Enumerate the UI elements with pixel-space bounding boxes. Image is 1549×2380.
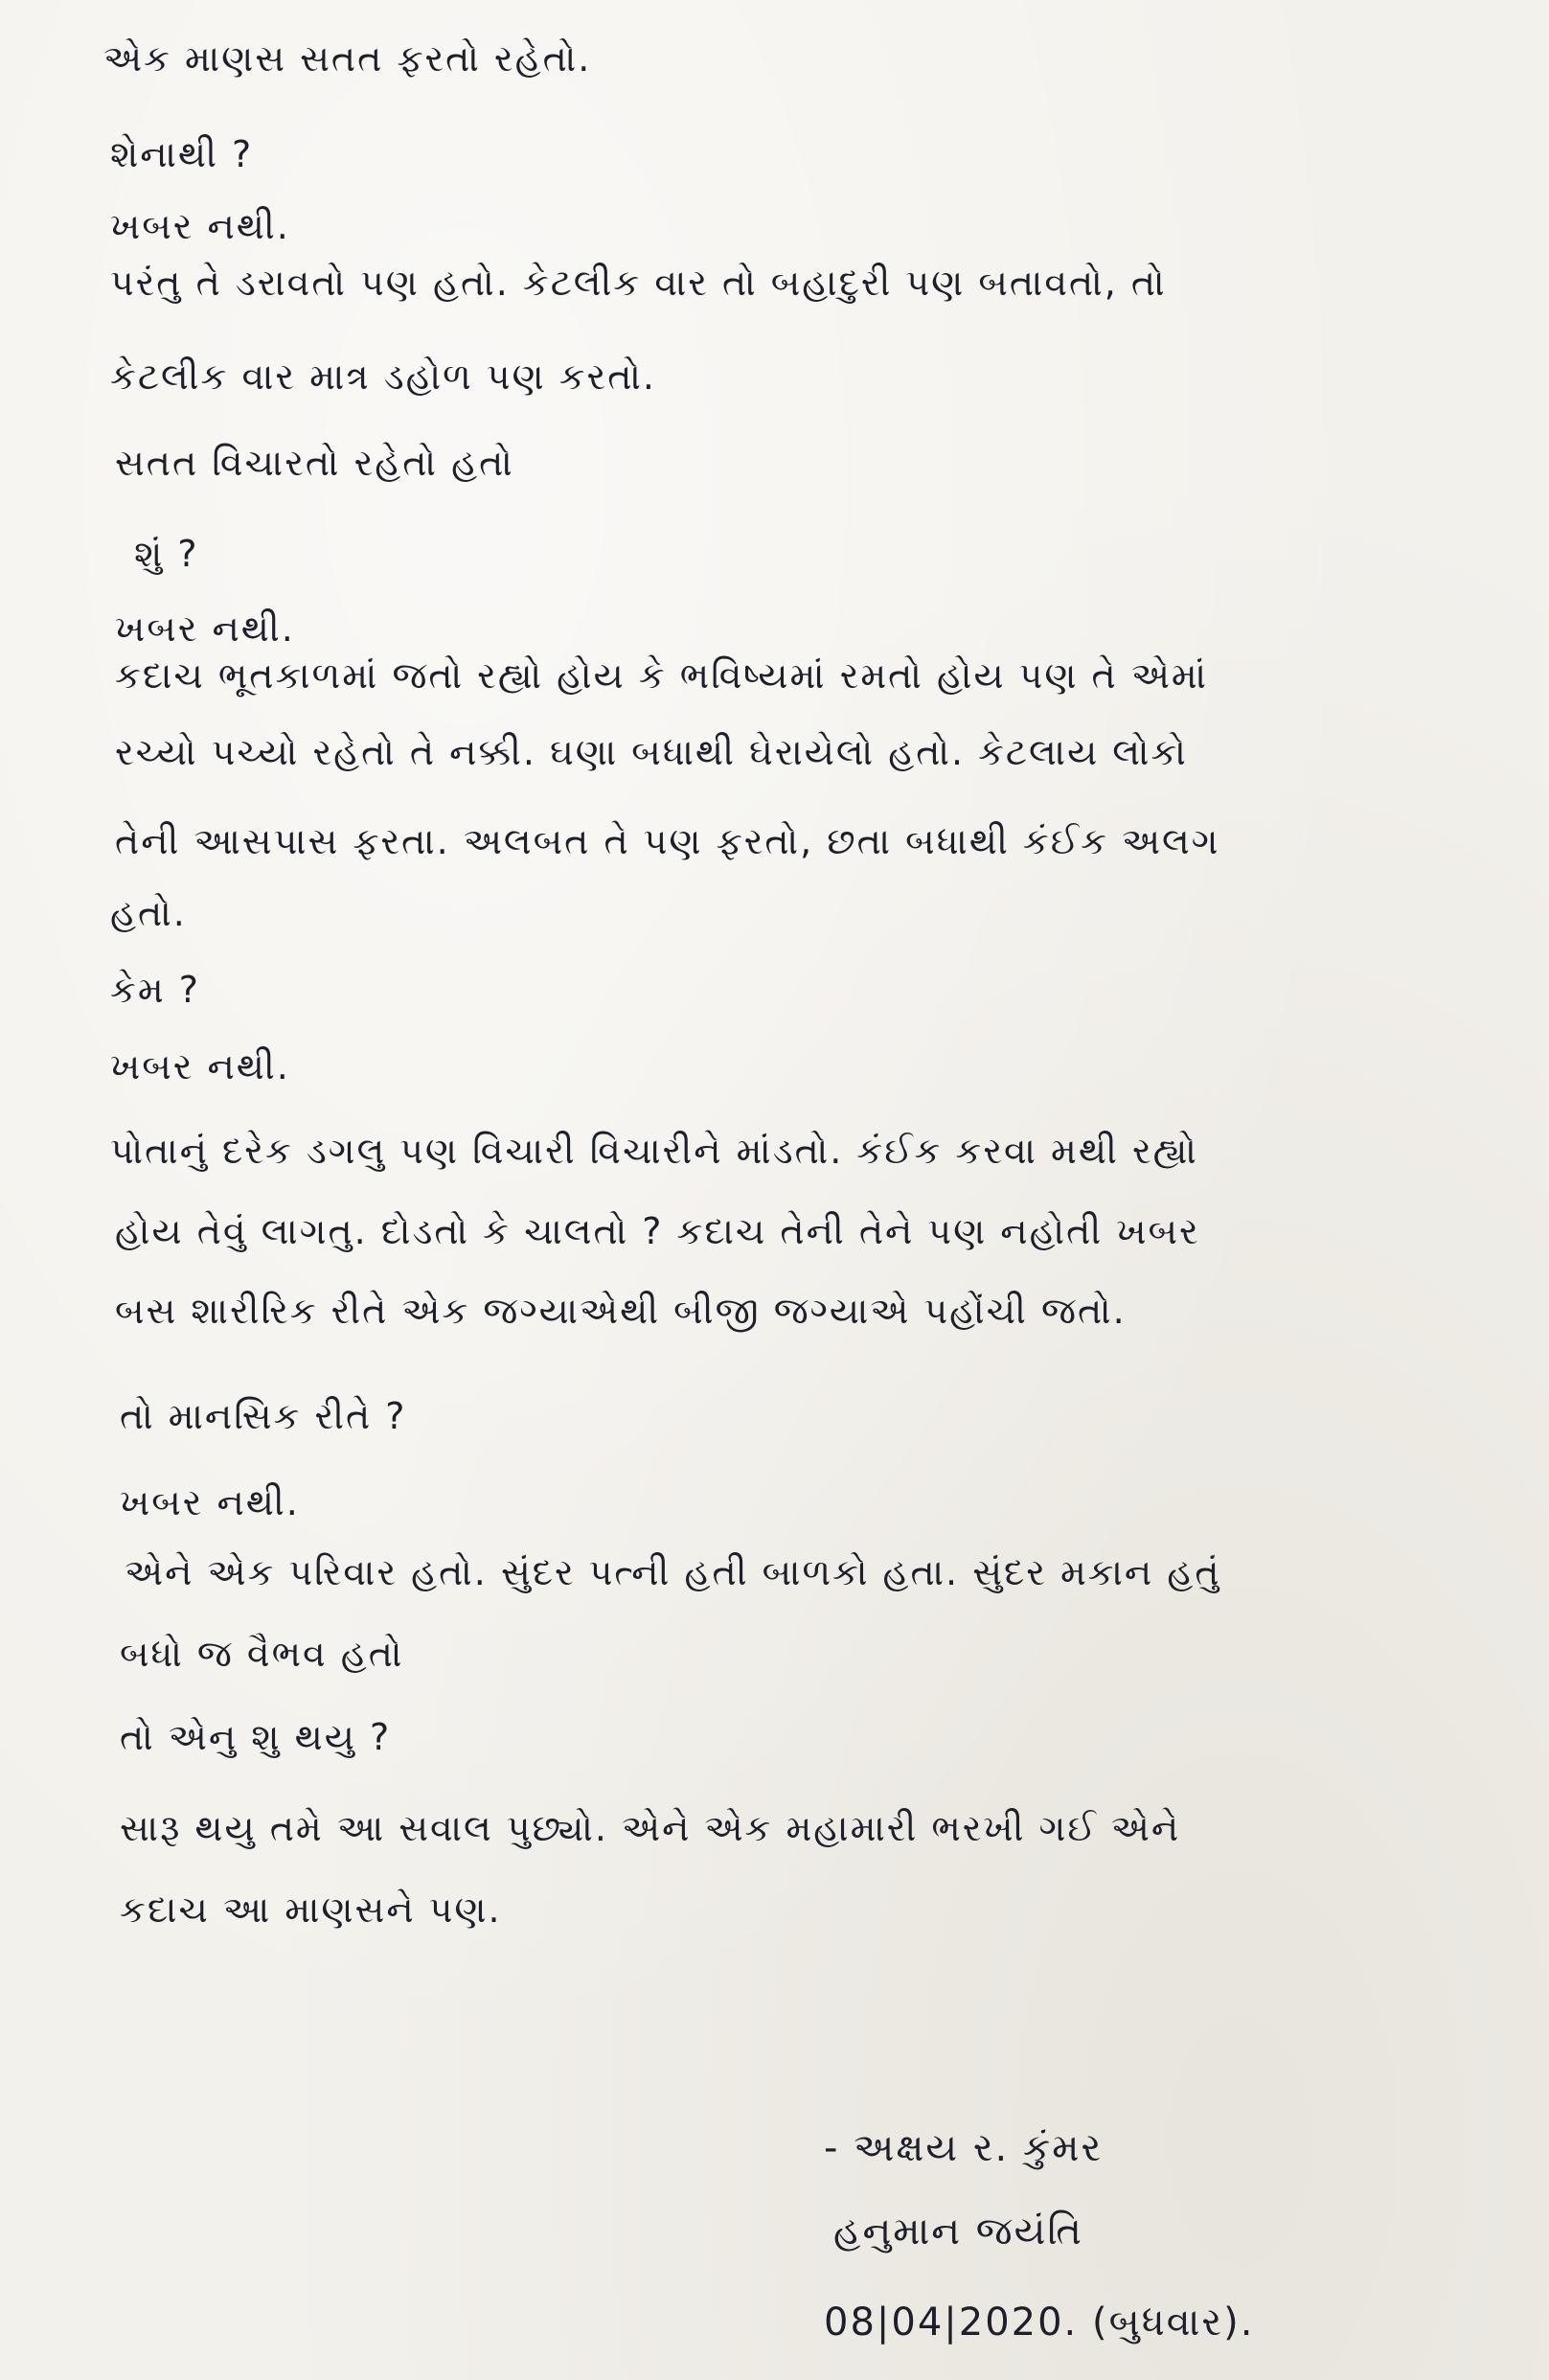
text-line: શું ? — [134, 533, 199, 575]
text-line: સતત વિચારતો રહેતો હતો — [115, 442, 514, 484]
text-line: કદાચ ભૂતકાળમાં જતો રહ્યો હોય કે ભવિષ્યમાં રમતો હોય પણ તે એમાં — [115, 654, 1209, 697]
text-line: ખબર નથી. — [115, 607, 295, 650]
text-line: તો માનસિક રીતે ? — [120, 1395, 407, 1437]
text-line: ખબર નથી. — [120, 1481, 300, 1523]
text-line: શેનાથી ? — [110, 133, 254, 175]
text-line: બસ શારીરિક રીતે એક જગ્યાએથી બીજી જગ્યાએ પહોંચી જતો. — [115, 1290, 1127, 1332]
text-line: રચ્યો પચ્યો રહેતો તે નક્કી. ઘણા બધાથી ઘેરાયેલો હતો. કેટલાય લોકો — [115, 731, 1188, 773]
text-line: પોતાનું દરેક ડગલુ પણ વિચારી વિચારીને માંડતો. કંઈક કરવા મથી રહ્યો — [110, 1130, 1198, 1172]
text-line: કેટલીક વાર માત્ર ડહોળ પણ કરતો. — [110, 355, 656, 398]
signature-occasion: હનુમાન જયંતિ — [833, 2209, 1083, 2254]
text-line: સારૂ થયુ તમે આ સવાલ પુછ્યો. એને એક મહામારી ભરખી ગઈ એને — [120, 1807, 1181, 1849]
text-line: હતો. — [110, 892, 187, 934]
text-line: ખબર નથી. — [110, 205, 290, 247]
signature-author: - અક્ષય ર. કુંમર — [824, 2126, 1104, 2170]
text-line: તો એનુ શુ થયુ ? — [120, 1716, 392, 1758]
text-line: એને એક પરિવાર હતો. સુંદર પત્ની હતી બાળકો હતા. સુંદર મકાન હતું — [125, 1551, 1221, 1593]
text-line: તેની આસપાસ ફરતા. અલબત તે પણ ફરતો, છતા બધાથી કંઈક અલગ — [115, 820, 1220, 862]
text-line: ખબર નથી. — [110, 1045, 290, 1087]
text-line: કદાચ આ માણસને પણ. — [120, 1888, 502, 1931]
text-line: કેમ ? — [110, 969, 200, 1011]
text-line: હોય તેવું લાગતુ. દોડતો કે ચાલતો ? કદાચ તેની તેને પણ નહોતી ખબર — [115, 1210, 1200, 1252]
signature-date: 08|04|2020. (બુધવાર). — [824, 2300, 1255, 2345]
text-line: એક માણસ સતત ફરતો રહેતો. — [103, 37, 592, 80]
text-line: બધો જ વૈભવ હતો — [120, 1633, 404, 1675]
text-line: પરંતુ તે ડરાવતો પણ હતો. કેટલીક વાર તો બહાદુરી પણ બતાવતો, તો — [110, 262, 1167, 304]
